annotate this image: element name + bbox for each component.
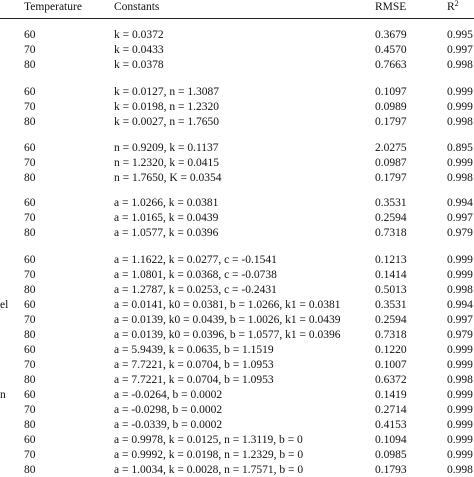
rmse-cell: 0.3531 bbox=[375, 197, 407, 209]
rmse-cell: 0.1419 bbox=[375, 389, 407, 401]
constants-cell: a = -0.0264, b = 0.0002 bbox=[114, 389, 223, 401]
temperature-cell: 80 bbox=[24, 59, 36, 71]
rmse-cell: 0.7663 bbox=[375, 59, 407, 71]
r2-cell: 0.999 bbox=[447, 86, 473, 98]
temperature-cell: 60 bbox=[24, 344, 36, 356]
rmse-cell: 0.6372 bbox=[375, 374, 407, 386]
header-rule bbox=[0, 18, 474, 19]
r2-cell: 0.997 bbox=[447, 44, 473, 56]
constants-cell: a = -0.0339, b = 0.0002 bbox=[114, 419, 223, 431]
r2-cell: 0.994 bbox=[447, 299, 473, 311]
rmse-cell: 0.1220 bbox=[375, 344, 407, 356]
rmse-cell: 0.5013 bbox=[375, 284, 407, 296]
r2-cell: 0.999 bbox=[447, 254, 473, 266]
constants-cell: a = 1.2787, k = 0.0253, c = -0.2431 bbox=[114, 284, 277, 296]
model-label: el bbox=[0, 299, 9, 311]
constants-cell: a = 7.7221, k = 0.0704, b = 1.0953 bbox=[114, 359, 274, 371]
rmse-cell: 0.0985 bbox=[375, 449, 407, 461]
temperature-cell: 60 bbox=[24, 29, 36, 41]
constants-cell: n = 1.7650, K = 0.0354 bbox=[114, 172, 222, 184]
constants-cell: a = -0.0298, b = 0.0002 bbox=[114, 404, 223, 416]
temperature-cell: 80 bbox=[24, 464, 36, 476]
temperature-cell: 60 bbox=[24, 254, 36, 266]
constants-cell: k = 0.0433 bbox=[114, 44, 164, 56]
temperature-cell: 70 bbox=[24, 44, 36, 56]
temperature-cell: 60 bbox=[24, 86, 36, 98]
temperature-cell: 70 bbox=[24, 157, 36, 169]
rmse-cell: 0.1213 bbox=[375, 254, 407, 266]
header-rmse: RMSE bbox=[375, 1, 407, 13]
temperature-cell: 70 bbox=[24, 449, 36, 461]
header-r2: $R^2$ bbox=[447, 0, 459, 13]
constants-cell: a = 1.0801, k = 0.0368, c = -0.0738 bbox=[114, 269, 277, 281]
constants-cell: a = 0.0141, k0 = 0.0381, b = 1.0266, k1 = 0.0381 bbox=[114, 299, 341, 311]
constants-cell: k = 0.0198, n = 1.2320 bbox=[114, 101, 219, 113]
temperature-cell: 80 bbox=[24, 284, 36, 296]
rmse-cell: 0.1007 bbox=[375, 359, 407, 371]
constants-cell: a = 5.9439, k = 0.0635, b = 1.1519 bbox=[114, 344, 274, 356]
r2-cell: 0.998 bbox=[447, 374, 473, 386]
constants-cell: a = 1.1622, k = 0.0277, c = -0.1541 bbox=[114, 254, 277, 266]
temperature-cell: 70 bbox=[24, 212, 36, 224]
rmse-cell: 0.3679 bbox=[375, 29, 407, 41]
r2-cell: 0.999 bbox=[447, 101, 473, 113]
temperature-cell: 80 bbox=[24, 172, 36, 184]
r2-cell: 0.999 bbox=[447, 449, 473, 461]
constants-cell: k = 0.0378 bbox=[114, 59, 164, 71]
r2-cell: 0.999 bbox=[447, 344, 473, 356]
r2-cell: 0.999 bbox=[447, 389, 473, 401]
temperature-cell: 70 bbox=[24, 404, 36, 416]
constants-cell: n = 0.9209, k = 0.1137 bbox=[114, 142, 219, 154]
r2-cell: 0.895 bbox=[447, 142, 473, 154]
constants-cell: k = 0.0027, n = 1.7650 bbox=[114, 116, 219, 128]
temperature-cell: 70 bbox=[24, 101, 36, 113]
r2-cell: 0.999 bbox=[447, 419, 473, 431]
header-constants: Constants bbox=[114, 1, 160, 13]
rmse-cell: 0.1094 bbox=[375, 434, 407, 446]
temperature-cell: 80 bbox=[24, 419, 36, 431]
model-label: n bbox=[0, 389, 6, 401]
constants-cell: a = 1.0266, k = 0.0381 bbox=[114, 197, 219, 209]
constants-cell: k = 0.0372 bbox=[114, 29, 164, 41]
temperature-cell: 80 bbox=[24, 374, 36, 386]
r2-cell: 0.998 bbox=[447, 172, 473, 184]
temperature-cell: 70 bbox=[24, 269, 36, 281]
r2-cell: 0.999 bbox=[447, 269, 473, 281]
r2-cell: 0.995 bbox=[447, 29, 473, 41]
r2-cell: 0.999 bbox=[447, 404, 473, 416]
rmse-cell: 0.1797 bbox=[375, 116, 407, 128]
r2-cell: 0.999 bbox=[447, 434, 473, 446]
rmse-cell: 0.2714 bbox=[375, 404, 407, 416]
rmse-cell: 0.7318 bbox=[375, 329, 407, 341]
rmse-cell: 0.1793 bbox=[375, 464, 407, 476]
rmse-cell: 0.4570 bbox=[375, 44, 407, 56]
r2-cell: 0.998 bbox=[447, 464, 473, 476]
temperature-cell: 80 bbox=[24, 116, 36, 128]
constants-cell: k = 0.0127, n = 1.3087 bbox=[114, 86, 219, 98]
constants-cell: a = 7.7221, k = 0.0704, b = 1.0953 bbox=[114, 374, 274, 386]
constants-cell: a = 0.9992, k = 0.0198, n = 1.2329, b = 0 bbox=[114, 449, 304, 461]
header-temperature: Temperature bbox=[24, 1, 82, 13]
temperature-cell: 80 bbox=[24, 329, 36, 341]
r2-cell: 0.979 bbox=[447, 227, 473, 239]
rmse-cell: 0.7318 bbox=[375, 227, 407, 239]
temperature-cell: 70 bbox=[24, 359, 36, 371]
r2-cell: 0.979 bbox=[447, 329, 473, 341]
constants-cell: n = 1.2320, k = 0.0415 bbox=[114, 157, 219, 169]
rmse-cell: 0.1414 bbox=[375, 269, 407, 281]
rmse-cell: 0.0989 bbox=[375, 101, 407, 113]
temperature-cell: 70 bbox=[24, 314, 36, 326]
r2-cell: 0.998 bbox=[447, 116, 473, 128]
constants-cell: a = 0.0139, k0 = 0.0439, b = 1.0026, k1 = 0.0439 bbox=[114, 314, 341, 326]
rmse-cell: 0.2594 bbox=[375, 212, 407, 224]
r2-cell: 0.997 bbox=[447, 212, 473, 224]
r2-cell: 0.997 bbox=[447, 314, 473, 326]
constants-cell: a = 1.0165, k = 0.0439 bbox=[114, 212, 219, 224]
rmse-cell: 0.0987 bbox=[375, 157, 407, 169]
rmse-cell: 0.2594 bbox=[375, 314, 407, 326]
rmse-cell: 0.3531 bbox=[375, 299, 407, 311]
r2-cell: 0.998 bbox=[447, 59, 473, 71]
temperature-cell: 80 bbox=[24, 227, 36, 239]
rmse-cell: 2.0275 bbox=[375, 142, 407, 154]
r2-cell: 0.998 bbox=[447, 284, 473, 296]
constants-cell: a = 1.0577, k = 0.0396 bbox=[114, 227, 219, 239]
constants-cell: a = 0.0139, k0 = 0.0396, b = 1.0577, k1 = 0.0396 bbox=[114, 329, 341, 341]
r2-cell: 0.994 bbox=[447, 197, 473, 209]
temperature-cell: 60 bbox=[24, 434, 36, 446]
r2-cell: 0.999 bbox=[447, 359, 473, 371]
rmse-cell: 0.4153 bbox=[375, 419, 407, 431]
constants-cell: a = 0.9978, k = 0.0125, n = 1.3119, b = 0 bbox=[114, 434, 303, 446]
constants-cell: a = 1.0034, k = 0.0028, n = 1.7571, b = 0 bbox=[114, 464, 304, 476]
temperature-cell: 60 bbox=[24, 299, 36, 311]
rmse-cell: 0.1097 bbox=[375, 86, 407, 98]
rmse-cell: 0.1797 bbox=[375, 172, 407, 184]
temperature-cell: 60 bbox=[24, 389, 36, 401]
temperature-cell: 60 bbox=[24, 142, 36, 154]
r2-cell: 0.999 bbox=[447, 157, 473, 169]
temperature-cell: 60 bbox=[24, 197, 36, 209]
